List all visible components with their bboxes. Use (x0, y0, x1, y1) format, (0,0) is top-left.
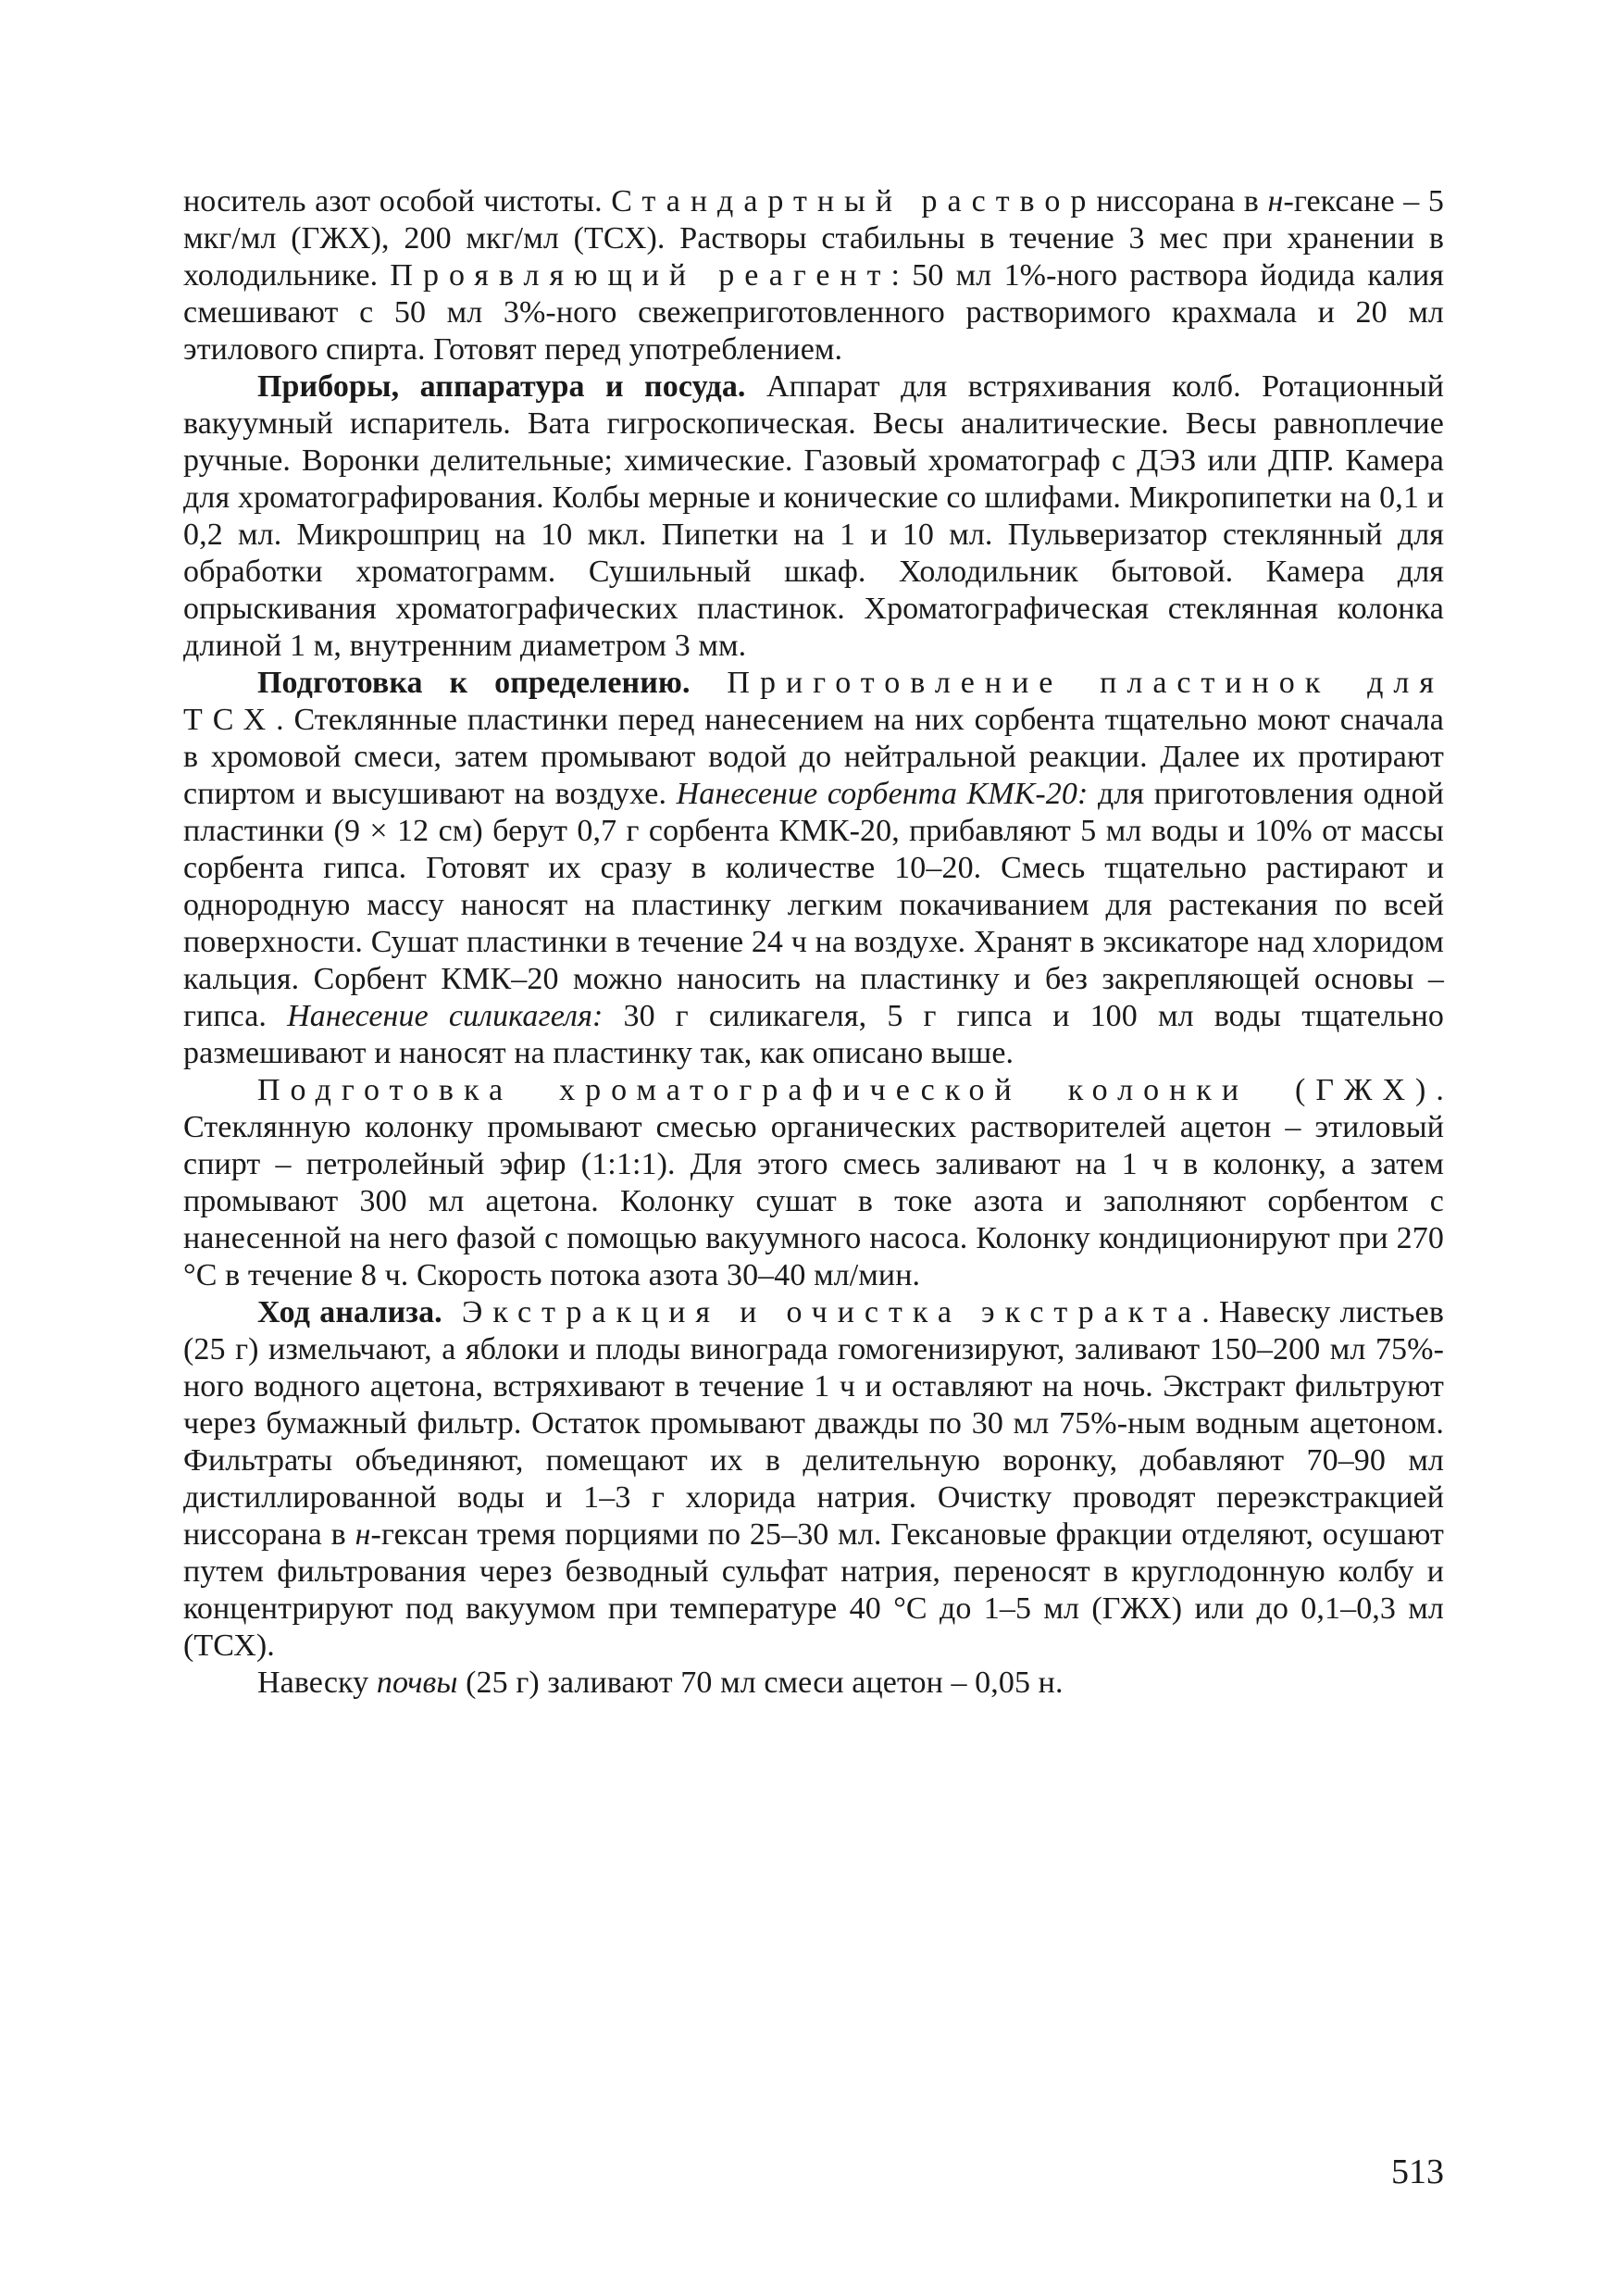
page-number: 513 (1391, 2152, 1444, 2191)
paragraph-standard-solution (183, 183, 1444, 368)
paragraph-column-preparation (183, 1072, 1444, 1294)
text-run: Навеску (257, 1666, 377, 1700)
text-run: 30 г силикагеля, 5 г гипса и 100 мл воды тщательно размешивают и наносят на пластинку так, как описано выше. (183, 999, 1444, 1070)
text-run: (25 г) заливают 70 мл смеси ацетон – 0,05 н. (457, 1666, 1064, 1700)
paragraph-soil (183, 1665, 1444, 1702)
document-page (183, 183, 1444, 2257)
text-run: . Стеклянную колонку промывают смесью органических растворителей ацетон – этиловый спирт – петролейный эфир (1:1:1). Для этого смесь заливают на 1 ч в колонку, а затем промывают 300 мл ацетона. Колонку сушат в токе азота и заполняют сорбентом с нанесенной на него фазой с помощью вакуумного насоса. Колонку кондиционируют при 270 °С в течение 8 ч. Скорость потока азота 30–40 мл/мин. (183, 1073, 1444, 1292)
paragraph-equipment (183, 368, 1444, 665)
text-run: -гексане – 5 мкг/мл (ГЖХ), 200 мкг/мл (ТСХ). Растворы стабильны в течение 3 мес при хранении в холодильнике. (183, 184, 1445, 293)
spaced-heading: Проявляющий реагент (390, 258, 891, 293)
text-run: -гексан тремя порциями по 25–30 мл. Гексановые фракции отделяют, осушают путем фильтрования через безводный сульфат натрия, переносят в круглодонную колбу и концентрируют под вакуумом при температуре 40 °С до 1–5 мл (ГЖХ) или до 0,1–0,3 мл (ТСХ). (183, 1517, 1445, 1663)
spaced-heading: Приготовление пластинок для ТСХ (183, 666, 1444, 737)
italic-run: почвы (376, 1666, 458, 1700)
italic-run: Нанесение силикагеля: (287, 999, 604, 1033)
text-run: ниссорана в (1096, 184, 1268, 218)
text-run: . Навеску листьев (25 г) измельчают, а яблоки и плоды винограда гомогенизируют, заливают 150–200 мл 75%-ного водного ацетона, встряхивают в течение 1 ч и оставляют на ночь. Экстракт фильтруют через бумажный фильтр. Остаток промывают дважды по 30 мл 75%-ным водным ацетоном. Фильтраты объединяют, помещают их в делительную воронку, добавляют 70–90 мл дистиллированной воды и 1–3 г хлорида натрия. Очистку проводят переэкстракцией ниссорана в (183, 1295, 1444, 1552)
paragraph-analysis (183, 1294, 1444, 1665)
body-text (183, 183, 1444, 1702)
spaced-heading: Экстракция и очистка экстракта (442, 1295, 1202, 1329)
italic-run: Нанесение сорбента КМК-20: (676, 777, 1089, 811)
section-heading: Ход анализа. (257, 1295, 442, 1329)
paragraph-preparation (183, 665, 1444, 1072)
text-run: Аппарат для встряхивания колб. Ротационный вакуумный испаритель. Вата гигроскопическая. Весы аналитические. Весы равноплечие ручные. Воронки делительные; химические. Газовый хроматограф с ДЭЗ или ДПР. Камера для хроматографирования. Колбы мерные и конические со шлифами. Микропипетки на 0,1 и 0,2 мл. Микрошприц на 10 мкл. Пипетки на 1 и 10 мл. Пульверизатор стеклянный для обработки хроматограмм. Сушильный шкаф. Холодильник бытовой. Камера для опрыскивания хроматографических пластинок. Хроматографическая стеклянная колонка длиной 1 м, внутренним диаметром 3 мм. (183, 369, 1445, 663)
text-run: . Стеклянные пластинки перед нанесением на них сорбента тщательно моют сначала в хромовой смеси, затем промывают водой до нейтральной реакции. Далее их протирают спиртом и высушивают на воздухе. (183, 703, 1444, 811)
spaced-heading: Стандартный раствор (611, 184, 1097, 218)
section-heading: Подготовка к определению. (257, 666, 691, 700)
spaced-heading: Подготовка хроматографической колонки (ГЖХ) (257, 1073, 1437, 1107)
italic-run: н (1267, 184, 1284, 218)
section-heading: Приборы, аппаратура и посуда. (257, 369, 746, 404)
text-run: для приготовления одной пластинки (9 × 12 см) берут 0,7 г сорбента КМК-20, прибавляют 5 мл воды и 10% от массы сорбента гипса. Готовят их сразу в количестве 10–20. Смесь тщательно растирают и однородную массу наносят на пластинку легким покачиванием для растекания по всей поверхности. Сушат пластинки в течение 24 ч на воздухе. Хранят в эксикаторе над хлоридом кальция. Сорбент КМК–20 можно наносить на пластинку и без закрепляющей основы – гипса. (183, 777, 1444, 1033)
text-run: носитель азот особой чистоты. (183, 184, 612, 218)
text-run: : 50 мл 1%-ного раствора йодида калия смешивают с 50 мл 3%-ного свежеприготовленного растворимого крахмала и 20 мл этилового спирта. Готовят перед употреблением. (183, 258, 1445, 367)
italic-run: н (355, 1517, 371, 1552)
